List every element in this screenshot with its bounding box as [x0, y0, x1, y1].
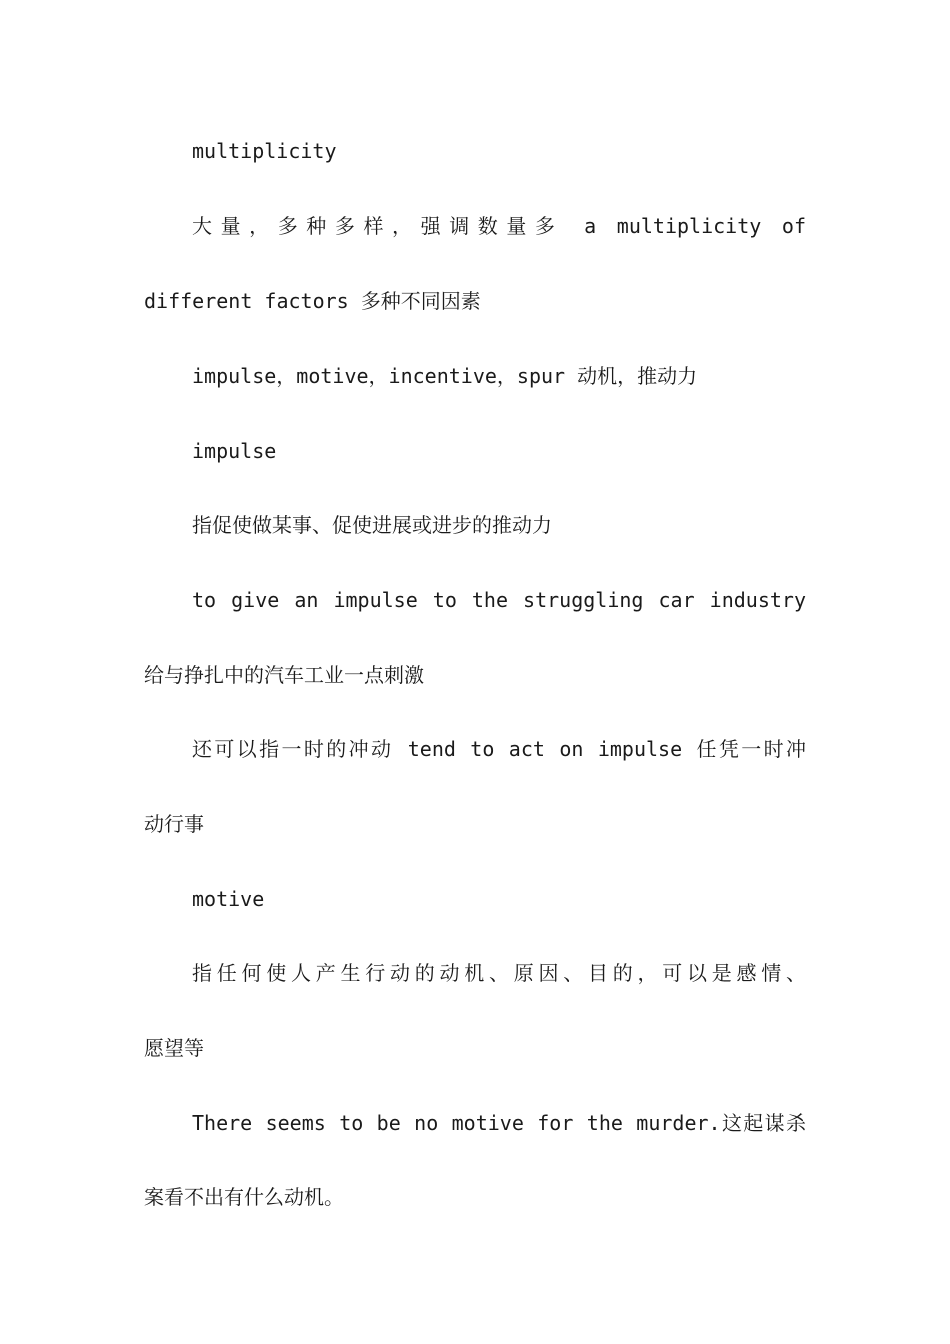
term-motive: motive [192, 887, 265, 911]
definition-line: 愿望等 [144, 1036, 204, 1060]
term-multiplicity: multiplicity [192, 139, 337, 163]
definition-line: 指任何使人产生行动的动机、原因、目的，可以是感情、 [192, 961, 806, 985]
example-line: to give an impulse to the struggling car industry [192, 588, 806, 612]
example-translation: 给与挣扎中的汽车工业一点刺激 [144, 663, 424, 687]
example-line: There seems to be no motive for the murder.这起谋杀 [192, 1111, 806, 1135]
definition-line: 动行事 [144, 812, 204, 836]
definition-line: 还可以指一时的冲动 tend to act on impulse 任凭一时冲 [192, 737, 806, 761]
synonym-group-heading: impulse，motive，incentive，spur 动机，推动力 [192, 364, 698, 388]
term-impulse: impulse [192, 439, 277, 463]
definition-line: 大量，多种多样，强调数量多 a multiplicity of [192, 214, 806, 238]
example-translation: 案看不出有什么动机。 [144, 1185, 344, 1209]
definition-line: different factors 多种不同因素 [144, 289, 481, 313]
definition-line: 指促使做某事、促使进展或进步的推动力 [192, 513, 552, 537]
